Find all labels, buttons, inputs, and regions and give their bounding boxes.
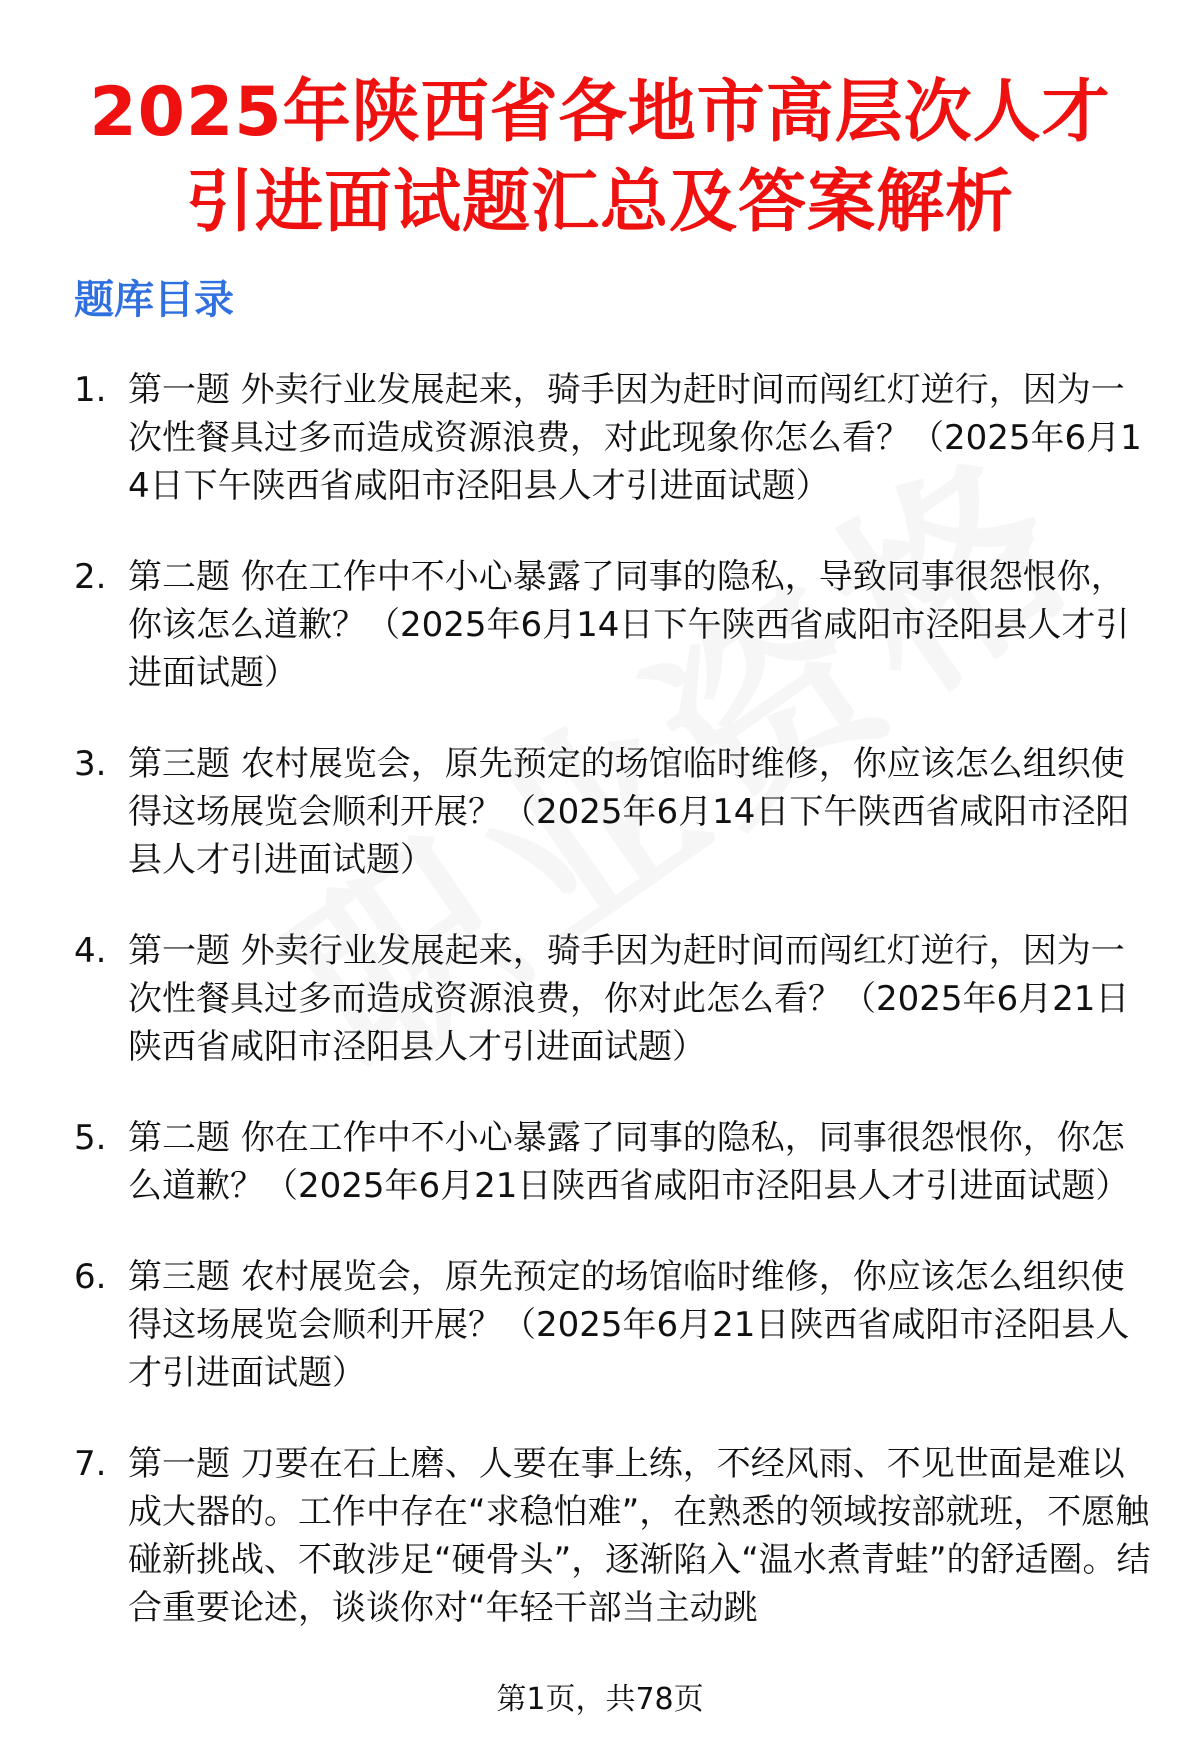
toc-item-5	[74, 1114, 1154, 1210]
toc-list	[74, 366, 1154, 1675]
toc-item-3	[74, 740, 1154, 884]
toc-item-text: 第三题 农村展览会，原先预定的场馆临时维修，你应该怎么组织使得这场展览会顺利开展？（2025年6月14日下午陕西省咸阳市泾阳县人才引进面试题）	[128, 744, 1130, 880]
toc-item-2	[74, 553, 1154, 697]
toc-item-number: 1.	[74, 370, 107, 410]
toc-item-text: 第二题 你在工作中不小心暴露了同事的隐私，导致同事很怨恨你，你该怎么道歉？（2025年6月14日下午陕西省咸阳市泾阳县人才引进面试题）	[128, 557, 1130, 693]
toc-item-number: 7.	[74, 1444, 107, 1484]
toc-item-6	[74, 1253, 1154, 1397]
toc-item-4	[74, 927, 1154, 1071]
toc-item-number: 2.	[74, 557, 107, 597]
toc-item-text: 第三题 农村展览会，原先预定的场馆临时维修，你应该怎么组织使得这场展览会顺利开展？（2025年6月21日陕西省咸阳市泾阳县人才引进面试题）	[128, 1257, 1130, 1393]
toc-item-number: 4.	[74, 931, 107, 971]
toc-item-1	[74, 366, 1154, 510]
toc-item-7	[74, 1440, 1154, 1632]
document-title: 2025年陕西省各地市高层次人才引进面试题汇总及答案解析	[89, 73, 1111, 242]
toc-item-text: 第一题 刀要在石上磨、人要在事上练，不经风雨、不见世面是难以成大器的。工作中存在“求稳怕难”，在熟悉的领域按部就班，不愿触碰新挑战、不敢涉足“硬骨头”，逐渐陷入“温水煮青蛙”的舒适圈。结合重要论述，谈谈你对“年轻干部当主动跳	[128, 1444, 1151, 1628]
section-heading: 题库目录	[74, 277, 234, 323]
toc-item-text: 第二题 你在工作中不小心暴露了同事的隐私，同事很怨恨你，你怎么道歉？（2025年6月21日陕西省咸阳市泾阳县人才引进面试题）	[128, 1118, 1130, 1206]
toc-item-number: 6.	[74, 1257, 107, 1297]
toc-item-number: 5.	[74, 1118, 107, 1158]
page-footer: 第1页，共78页	[496, 1682, 704, 1717]
toc-item-number: 3.	[74, 744, 107, 784]
toc-item-text: 第一题 外卖行业发展起来，骑手因为赶时间而闯红灯逆行，因为一次性餐具过多而造成资源浪费，对此现象你怎么看？（2025年6月14日下午陕西省咸阳市泾阳县人才引进面试题）	[128, 370, 1142, 506]
toc-item-text: 第一题 外卖行业发展起来，骑手因为赶时间而闯红灯逆行，因为一次性餐具过多而造成资源浪费，你对此怎么看？（2025年6月21日陕西省咸阳市泾阳县人才引进面试题）	[128, 931, 1130, 1067]
